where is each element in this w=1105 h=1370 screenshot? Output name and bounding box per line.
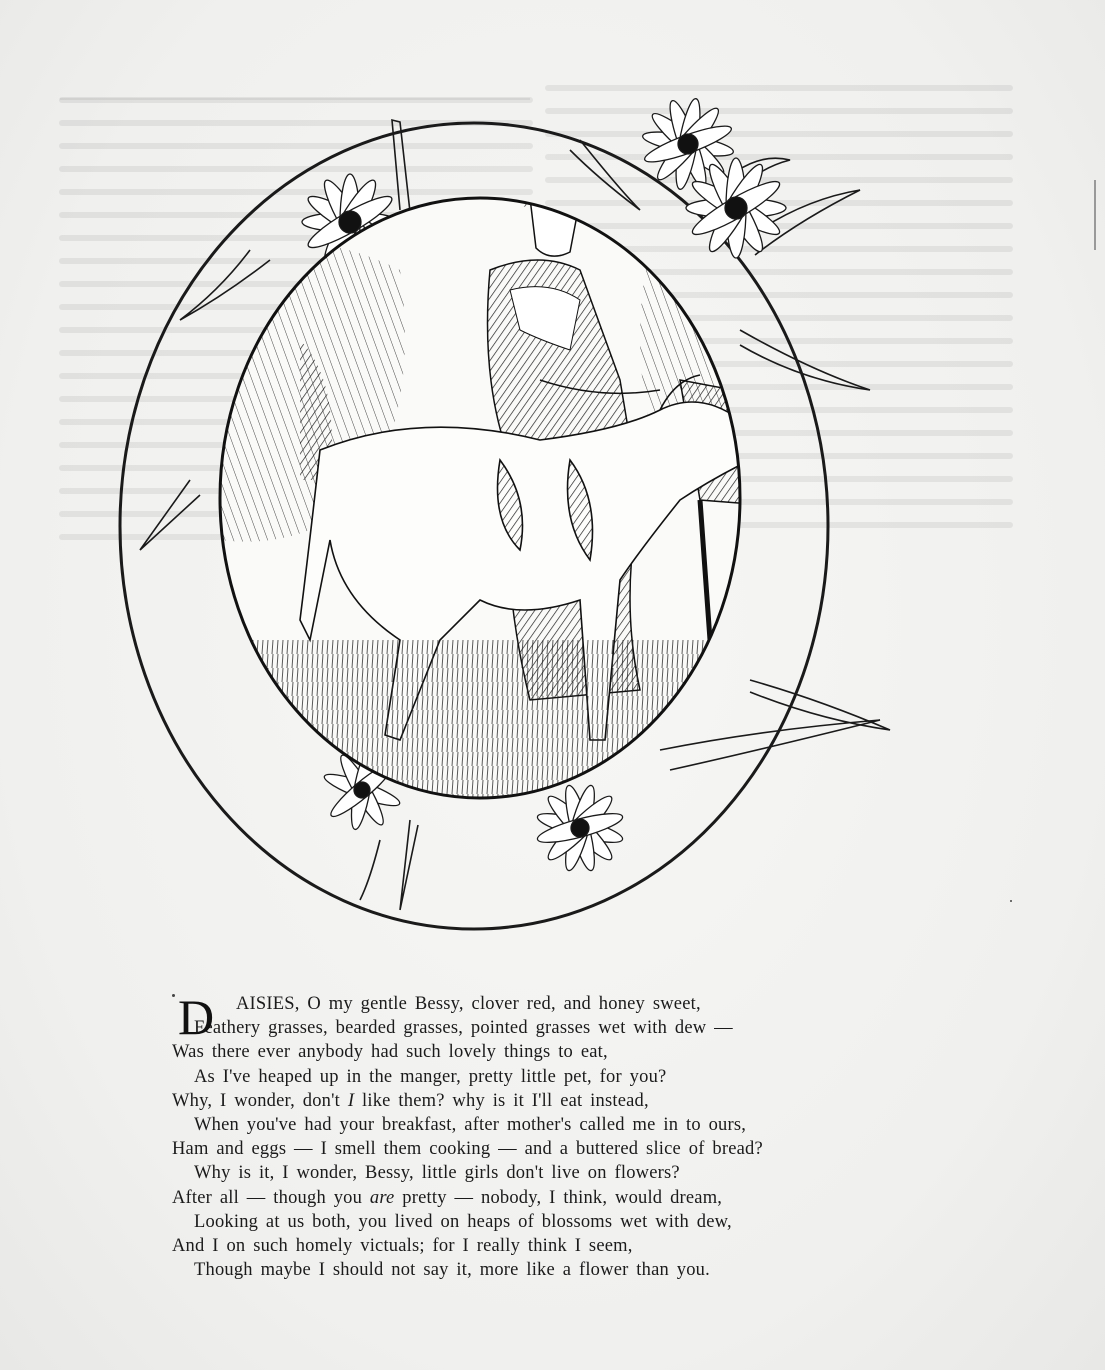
inner-scene: [200, 180, 840, 820]
calf-illustration: [100, 80, 960, 960]
poem-line: [172, 1137, 912, 1161]
poem-line-text: Was there ever anybody had such lovely things to eat,: [172, 1042, 608, 1063]
ink-speck: [1010, 900, 1012, 902]
poem-line-emphasis: are: [369, 1187, 395, 1208]
poem-line-text: Feathery grasses, bearded grasses, pointed grasses wet with dew —: [194, 1018, 733, 1039]
poem-line-text: pretty — nobody, I think, would dream,: [394, 1187, 723, 1208]
poem-line: [172, 1089, 912, 1113]
poem-line: [172, 992, 912, 1016]
poem-line: [172, 1210, 912, 1234]
poem-line-text: Why is it, I wonder, Bessy, little girls don't live on flowers?: [194, 1163, 680, 1184]
poem-line: [172, 1040, 912, 1064]
poem-line-text: After all — though you: [172, 1187, 370, 1208]
poem-block: [172, 989, 912, 1282]
poem-line: [172, 1161, 912, 1185]
poem-line-text: And I on such homely victuals; for I really think I seem,: [172, 1235, 633, 1256]
poem-line-text: When you've had your breakfast, after mother's called me in to ours,: [194, 1114, 747, 1135]
poem-line: [172, 1234, 912, 1258]
poem-line-text: Though maybe I should not say it, more like a flower than you.: [194, 1260, 710, 1281]
poem-line-text: As I've heaped up in the manger, pretty little pet, for you?: [194, 1066, 667, 1087]
poem-line: [172, 1113, 912, 1137]
poem-line-text: Ham and eggs — I smell them cooking — and a buttered slice of bread?: [172, 1139, 763, 1160]
ink-speck: [172, 994, 175, 997]
poem-lines: [172, 989, 912, 1282]
drop-cap: D: [178, 989, 215, 1045]
poem-line: [172, 1186, 912, 1210]
poem-line-text: Looking at us both, you lived on heaps of blossoms wet with dew,: [194, 1211, 732, 1232]
poem-line: [172, 1258, 912, 1282]
poem-line-text: Why, I wonder, don't: [172, 1090, 348, 1111]
poem-line: [172, 1065, 912, 1089]
poem-line-text: AISIES, O my gentle Bessy, clover red, and honey sweet,: [236, 994, 701, 1014]
poem-line-text: like them? why is it I'll eat instead,: [354, 1090, 649, 1111]
poem-line: [172, 1016, 912, 1040]
poem-line-emphasis: I: [347, 1090, 355, 1111]
